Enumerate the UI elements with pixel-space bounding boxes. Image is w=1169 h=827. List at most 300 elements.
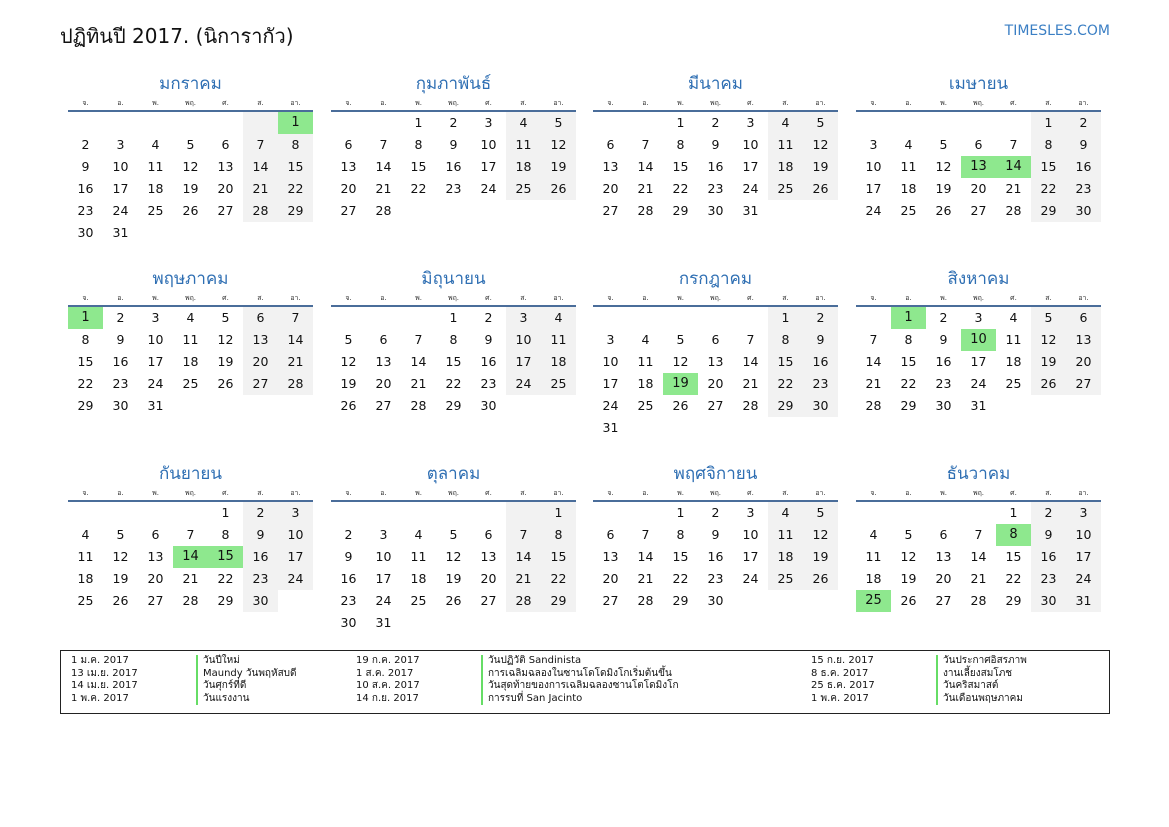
day-cell[interactable]: 14 [410, 354, 427, 369]
day-cell[interactable]: 2 [344, 527, 353, 542]
day-cell[interactable]: 19 [541, 156, 576, 178]
day-cell[interactable]: 6 [151, 527, 160, 542]
day-cell[interactable]: 3 [379, 527, 388, 542]
day-cell[interactable]: 31 [375, 615, 392, 630]
day-cell[interactable]: 11 [865, 549, 882, 564]
day-cell[interactable]: 12 [803, 134, 838, 156]
day-cell[interactable]: 17 [970, 354, 987, 369]
day-cell[interactable]: 9 [1066, 134, 1101, 156]
day-cell[interactable]: 24 [970, 376, 987, 391]
day-cell[interactable]: 17 [147, 354, 164, 369]
day-cell[interactable]: 19 [1031, 351, 1066, 373]
day-cell[interactable]: 25 [768, 568, 803, 590]
day-cell[interactable]: 7 [506, 524, 541, 546]
holiday-day-cell[interactable]: 25 [856, 590, 891, 612]
day-cell[interactable]: 10 [1066, 524, 1101, 546]
day-cell[interactable]: 14 [865, 354, 882, 369]
day-cell[interactable]: 5 [221, 310, 230, 325]
day-cell[interactable]: 26 [1031, 373, 1066, 395]
day-cell[interactable]: 20 [602, 571, 619, 586]
day-cell[interactable]: 9 [803, 329, 838, 351]
day-cell[interactable]: 13 [217, 159, 234, 174]
day-cell[interactable]: 26 [935, 203, 952, 218]
day-cell[interactable]: 28 [742, 398, 759, 413]
day-cell[interactable]: 15 [77, 354, 94, 369]
day-cell[interactable]: 20 [602, 181, 619, 196]
day-cell[interactable]: 1 [414, 115, 423, 130]
day-cell[interactable]: 17 [112, 181, 129, 196]
day-cell[interactable]: 29 [672, 203, 689, 218]
day-cell[interactable]: 26 [803, 178, 838, 200]
day-cell[interactable]: 16 [935, 354, 952, 369]
day-cell[interactable]: 3 [506, 307, 541, 329]
day-cell[interactable]: 21 [182, 571, 199, 586]
day-cell[interactable]: 19 [340, 376, 357, 391]
day-cell[interactable]: 11 [768, 524, 803, 546]
day-cell[interactable]: 18 [147, 181, 164, 196]
day-cell[interactable]: 22 [410, 181, 427, 196]
day-cell[interactable]: 28 [243, 200, 278, 222]
day-cell[interactable]: 7 [243, 134, 278, 156]
day-cell[interactable]: 5 [803, 112, 838, 134]
day-cell[interactable]: 3 [278, 502, 313, 524]
day-cell[interactable]: 24 [278, 568, 313, 590]
day-cell[interactable]: 6 [939, 527, 948, 542]
day-cell[interactable]: 6 [484, 527, 493, 542]
day-cell[interactable]: 29 [768, 395, 803, 417]
day-cell[interactable]: 12 [935, 159, 952, 174]
day-cell[interactable]: 6 [711, 332, 720, 347]
day-cell[interactable]: 19 [445, 571, 462, 586]
day-cell[interactable]: 8 [904, 332, 913, 347]
day-cell[interactable]: 27 [1066, 373, 1101, 395]
day-cell[interactable]: 26 [112, 593, 129, 608]
day-cell[interactable]: 15 [410, 159, 427, 174]
day-cell[interactable]: 2 [803, 307, 838, 329]
day-cell[interactable]: 15 [445, 354, 462, 369]
day-cell[interactable]: 9 [243, 524, 278, 546]
day-cell[interactable]: 7 [414, 332, 423, 347]
day-cell[interactable]: 27 [935, 593, 952, 608]
day-cell[interactable]: 5 [904, 527, 913, 542]
day-cell[interactable]: 30 [707, 593, 724, 608]
day-cell[interactable]: 9 [116, 332, 125, 347]
day-cell[interactable]: 17 [742, 159, 759, 174]
day-cell[interactable]: 13 [375, 354, 392, 369]
day-cell[interactable]: 1 [221, 505, 230, 520]
day-cell[interactable]: 6 [606, 527, 615, 542]
day-cell[interactable]: 18 [637, 376, 654, 391]
day-cell[interactable]: 16 [445, 159, 462, 174]
day-cell[interactable]: 23 [935, 376, 952, 391]
day-cell[interactable]: 13 [340, 159, 357, 174]
day-cell[interactable]: 12 [217, 332, 234, 347]
day-cell[interactable]: 16 [1031, 546, 1066, 568]
day-cell[interactable]: 15 [672, 159, 689, 174]
day-cell[interactable]: 8 [676, 527, 685, 542]
day-cell[interactable]: 27 [217, 203, 234, 218]
day-cell[interactable]: 2 [711, 505, 720, 520]
day-cell[interactable]: 21 [742, 376, 759, 391]
day-cell[interactable]: 10 [278, 524, 313, 546]
day-cell[interactable]: 23 [112, 376, 129, 391]
day-cell[interactable]: 23 [445, 181, 462, 196]
day-cell[interactable]: 24 [1066, 568, 1101, 590]
day-cell[interactable]: 21 [506, 568, 541, 590]
day-cell[interactable]: 7 [869, 332, 878, 347]
day-cell[interactable]: 23 [243, 568, 278, 590]
day-cell[interactable]: 19 [900, 571, 917, 586]
day-cell[interactable]: 22 [541, 568, 576, 590]
day-cell[interactable]: 18 [865, 571, 882, 586]
day-cell[interactable]: 18 [182, 354, 199, 369]
day-cell[interactable]: 29 [445, 398, 462, 413]
day-cell[interactable]: 19 [182, 181, 199, 196]
day-cell[interactable]: 18 [900, 181, 917, 196]
holiday-day-cell[interactable]: 1 [891, 307, 926, 329]
day-cell[interactable]: 2 [449, 115, 458, 130]
holiday-day-cell[interactable]: 14 [996, 156, 1031, 178]
day-cell[interactable]: 27 [147, 593, 164, 608]
day-cell[interactable]: 23 [480, 376, 497, 391]
day-cell[interactable]: 2 [81, 137, 90, 152]
brand-link[interactable]: TIMESLES.COM [1004, 23, 1110, 39]
day-cell[interactable]: 31 [1066, 590, 1101, 612]
day-cell[interactable]: 7 [746, 332, 755, 347]
day-cell[interactable]: 10 [480, 137, 497, 152]
day-cell[interactable]: 24 [865, 203, 882, 218]
day-cell[interactable]: 29 [900, 398, 917, 413]
day-cell[interactable]: 26 [541, 178, 576, 200]
day-cell[interactable]: 13 [243, 329, 278, 351]
day-cell[interactable]: 25 [637, 398, 654, 413]
day-cell[interactable]: 4 [869, 527, 878, 542]
day-cell[interactable]: 18 [768, 156, 803, 178]
day-cell[interactable]: 8 [81, 332, 90, 347]
day-cell[interactable]: 10 [506, 329, 541, 351]
day-cell[interactable]: 22 [768, 373, 803, 395]
day-cell[interactable]: 23 [803, 373, 838, 395]
day-cell[interactable]: 1 [676, 505, 685, 520]
day-cell[interactable]: 25 [900, 203, 917, 218]
day-cell[interactable]: 16 [480, 354, 497, 369]
day-cell[interactable]: 1 [1009, 505, 1018, 520]
day-cell[interactable]: 10 [742, 527, 759, 542]
day-cell[interactable]: 11 [182, 332, 199, 347]
day-cell[interactable]: 22 [217, 571, 234, 586]
day-cell[interactable]: 23 [340, 593, 357, 608]
day-cell[interactable]: 14 [637, 159, 654, 174]
day-cell[interactable]: 6 [1066, 307, 1101, 329]
day-cell[interactable]: 6 [243, 307, 278, 329]
day-cell[interactable]: 14 [375, 159, 392, 174]
day-cell[interactable]: 5 [449, 527, 458, 542]
day-cell[interactable]: 12 [1031, 329, 1066, 351]
day-cell[interactable]: 7 [278, 307, 313, 329]
day-cell[interactable]: 13 [147, 549, 164, 564]
day-cell[interactable]: 26 [182, 203, 199, 218]
day-cell[interactable]: 15 [278, 156, 313, 178]
day-cell[interactable]: 20 [480, 571, 497, 586]
day-cell[interactable]: 16 [707, 549, 724, 564]
day-cell[interactable]: 17 [506, 351, 541, 373]
day-cell[interactable]: 21 [637, 571, 654, 586]
day-cell[interactable]: 28 [278, 373, 313, 395]
day-cell[interactable]: 9 [81, 159, 90, 174]
day-cell[interactable]: 21 [865, 376, 882, 391]
day-cell[interactable]: 12 [112, 549, 129, 564]
day-cell[interactable]: 27 [707, 398, 724, 413]
day-cell[interactable]: 24 [742, 571, 759, 586]
day-cell[interactable]: 4 [414, 527, 423, 542]
holiday-day-cell[interactable]: 15 [208, 546, 243, 568]
day-cell[interactable]: 10 [375, 549, 392, 564]
day-cell[interactable]: 21 [1005, 181, 1022, 196]
day-cell[interactable]: 4 [506, 112, 541, 134]
day-cell[interactable]: 23 [1066, 178, 1101, 200]
day-cell[interactable]: 26 [672, 398, 689, 413]
day-cell[interactable]: 3 [151, 310, 160, 325]
day-cell[interactable]: 3 [869, 137, 878, 152]
day-cell[interactable]: 20 [707, 376, 724, 391]
holiday-day-cell[interactable]: 1 [68, 307, 103, 329]
day-cell[interactable]: 8 [278, 134, 313, 156]
day-cell[interactable]: 31 [970, 398, 987, 413]
day-cell[interactable]: 25 [506, 178, 541, 200]
day-cell[interactable]: 11 [900, 159, 917, 174]
day-cell[interactable]: 5 [344, 332, 353, 347]
day-cell[interactable]: 2 [484, 310, 493, 325]
day-cell[interactable]: 11 [1005, 332, 1022, 347]
day-cell[interactable]: 27 [480, 593, 497, 608]
holiday-day-cell[interactable]: 8 [996, 524, 1031, 546]
day-cell[interactable]: 30 [243, 590, 278, 612]
day-cell[interactable]: 19 [217, 354, 234, 369]
day-cell[interactable]: 28 [182, 593, 199, 608]
day-cell[interactable]: 25 [410, 593, 427, 608]
day-cell[interactable]: 30 [803, 395, 838, 417]
day-cell[interactable]: 1 [768, 307, 803, 329]
day-cell[interactable]: 29 [541, 590, 576, 612]
day-cell[interactable]: 14 [742, 354, 759, 369]
day-cell[interactable]: 11 [768, 134, 803, 156]
day-cell[interactable]: 3 [484, 115, 493, 130]
day-cell[interactable]: 18 [410, 571, 427, 586]
day-cell[interactable]: 30 [112, 398, 129, 413]
day-cell[interactable]: 20 [217, 181, 234, 196]
day-cell[interactable]: 15 [900, 354, 917, 369]
day-cell[interactable]: 17 [480, 159, 497, 174]
day-cell[interactable]: 14 [278, 329, 313, 351]
day-cell[interactable]: 6 [974, 137, 983, 152]
day-cell[interactable]: 27 [602, 203, 619, 218]
day-cell[interactable]: 11 [506, 134, 541, 156]
day-cell[interactable]: 31 [602, 420, 619, 435]
day-cell[interactable]: 14 [637, 549, 654, 564]
day-cell[interactable]: 7 [186, 527, 195, 542]
day-cell[interactable]: 5 [676, 332, 685, 347]
day-cell[interactable]: 7 [379, 137, 388, 152]
day-cell[interactable]: 11 [147, 159, 164, 174]
day-cell[interactable]: 18 [1005, 354, 1022, 369]
day-cell[interactable]: 4 [768, 502, 803, 524]
day-cell[interactable]: 16 [1066, 156, 1101, 178]
day-cell[interactable]: 20 [243, 351, 278, 373]
day-cell[interactable]: 18 [506, 156, 541, 178]
day-cell[interactable]: 23 [707, 181, 724, 196]
day-cell[interactable]: 15 [1031, 156, 1066, 178]
day-cell[interactable]: 16 [707, 159, 724, 174]
day-cell[interactable]: 30 [77, 225, 94, 240]
day-cell[interactable]: 21 [243, 178, 278, 200]
day-cell[interactable]: 30 [480, 398, 497, 413]
day-cell[interactable]: 26 [900, 593, 917, 608]
day-cell[interactable]: 6 [344, 137, 353, 152]
day-cell[interactable]: 1 [449, 310, 458, 325]
day-cell[interactable]: 8 [541, 524, 576, 546]
day-cell[interactable]: 30 [707, 203, 724, 218]
day-cell[interactable]: 15 [1005, 549, 1022, 564]
day-cell[interactable]: 24 [506, 373, 541, 395]
day-cell[interactable]: 28 [375, 203, 392, 218]
day-cell[interactable]: 21 [970, 571, 987, 586]
day-cell[interactable]: 29 [1005, 593, 1022, 608]
day-cell[interactable]: 5 [541, 112, 576, 134]
day-cell[interactable]: 2 [939, 310, 948, 325]
day-cell[interactable]: 30 [1066, 200, 1101, 222]
day-cell[interactable]: 20 [1066, 351, 1101, 373]
day-cell[interactable]: 24 [480, 181, 497, 196]
day-cell[interactable]: 24 [602, 398, 619, 413]
day-cell[interactable]: 17 [865, 181, 882, 196]
day-cell[interactable]: 12 [803, 524, 838, 546]
day-cell[interactable]: 27 [375, 398, 392, 413]
day-cell[interactable]: 28 [637, 593, 654, 608]
day-cell[interactable]: 20 [935, 571, 952, 586]
day-cell[interactable]: 7 [641, 137, 650, 152]
day-cell[interactable]: 25 [77, 593, 94, 608]
day-cell[interactable]: 22 [278, 178, 313, 200]
day-cell[interactable]: 18 [77, 571, 94, 586]
day-cell[interactable]: 27 [340, 203, 357, 218]
day-cell[interactable]: 19 [112, 571, 129, 586]
day-cell[interactable]: 1 [676, 115, 685, 130]
holiday-day-cell[interactable]: 10 [961, 329, 996, 351]
day-cell[interactable]: 16 [340, 571, 357, 586]
day-cell[interactable]: 21 [637, 181, 654, 196]
day-cell[interactable]: 11 [637, 354, 654, 369]
day-cell[interactable]: 10 [147, 332, 164, 347]
day-cell[interactable]: 3 [1066, 502, 1101, 524]
day-cell[interactable]: 10 [602, 354, 619, 369]
day-cell[interactable]: 26 [340, 398, 357, 413]
day-cell[interactable]: 20 [970, 181, 987, 196]
day-cell[interactable]: 18 [541, 351, 576, 373]
day-cell[interactable]: 5 [939, 137, 948, 152]
holiday-day-cell[interactable]: 13 [961, 156, 996, 178]
day-cell[interactable]: 13 [480, 549, 497, 564]
day-cell[interactable]: 9 [711, 137, 720, 152]
day-cell[interactable]: 25 [541, 373, 576, 395]
day-cell[interactable]: 17 [278, 546, 313, 568]
day-cell[interactable]: 9 [484, 332, 493, 347]
day-cell[interactable]: 3 [974, 310, 983, 325]
day-cell[interactable]: 3 [116, 137, 125, 152]
day-cell[interactable]: 4 [541, 307, 576, 329]
day-cell[interactable]: 29 [672, 593, 689, 608]
day-cell[interactable]: 4 [186, 310, 195, 325]
day-cell[interactable]: 1 [1031, 112, 1066, 134]
day-cell[interactable]: 28 [970, 593, 987, 608]
day-cell[interactable]: 8 [221, 527, 230, 542]
day-cell[interactable]: 22 [77, 376, 94, 391]
day-cell[interactable]: 30 [340, 615, 357, 630]
day-cell[interactable]: 20 [375, 376, 392, 391]
day-cell[interactable]: 21 [375, 181, 392, 196]
day-cell[interactable]: 4 [768, 112, 803, 134]
day-cell[interactable]: 21 [410, 376, 427, 391]
day-cell[interactable]: 3 [606, 332, 615, 347]
day-cell[interactable]: 8 [414, 137, 423, 152]
day-cell[interactable]: 9 [711, 527, 720, 542]
day-cell[interactable]: 22 [1005, 571, 1022, 586]
day-cell[interactable]: 30 [935, 398, 952, 413]
day-cell[interactable]: 4 [904, 137, 913, 152]
day-cell[interactable]: 17 [602, 376, 619, 391]
day-cell[interactable]: 6 [379, 332, 388, 347]
day-cell[interactable]: 17 [1066, 546, 1101, 568]
day-cell[interactable]: 19 [803, 546, 838, 568]
day-cell[interactable]: 4 [1009, 310, 1018, 325]
day-cell[interactable]: 14 [970, 549, 987, 564]
day-cell[interactable]: 29 [278, 200, 313, 222]
day-cell[interactable]: 28 [637, 203, 654, 218]
day-cell[interactable]: 8 [1031, 134, 1066, 156]
day-cell[interactable]: 5 [186, 137, 195, 152]
day-cell[interactable]: 4 [641, 332, 650, 347]
day-cell[interactable]: 27 [243, 373, 278, 395]
day-cell[interactable]: 13 [602, 549, 619, 564]
day-cell[interactable]: 9 [344, 549, 353, 564]
day-cell[interactable]: 20 [340, 181, 357, 196]
day-cell[interactable]: 2 [243, 502, 278, 524]
day-cell[interactable]: 5 [803, 502, 838, 524]
day-cell[interactable]: 23 [77, 203, 94, 218]
day-cell[interactable]: 25 [768, 178, 803, 200]
day-cell[interactable]: 10 [112, 159, 129, 174]
day-cell[interactable]: 9 [1031, 524, 1066, 546]
day-cell[interactable]: 1 [541, 502, 576, 524]
day-cell[interactable]: 5 [116, 527, 125, 542]
day-cell[interactable]: 13 [707, 354, 724, 369]
day-cell[interactable]: 30 [1031, 590, 1066, 612]
day-cell[interactable]: 8 [449, 332, 458, 347]
day-cell[interactable]: 3 [746, 505, 755, 520]
day-cell[interactable]: 12 [900, 549, 917, 564]
day-cell[interactable]: 21 [278, 351, 313, 373]
day-cell[interactable]: 31 [112, 225, 129, 240]
day-cell[interactable]: 10 [742, 137, 759, 152]
day-cell[interactable]: 9 [449, 137, 458, 152]
day-cell[interactable]: 15 [541, 546, 576, 568]
day-cell[interactable]: 29 [1031, 200, 1066, 222]
day-cell[interactable]: 23 [1031, 568, 1066, 590]
day-cell[interactable]: 2 [116, 310, 125, 325]
day-cell[interactable]: 8 [676, 137, 685, 152]
day-cell[interactable]: 28 [506, 590, 541, 612]
day-cell[interactable]: 25 [147, 203, 164, 218]
day-cell[interactable]: 4 [81, 527, 90, 542]
